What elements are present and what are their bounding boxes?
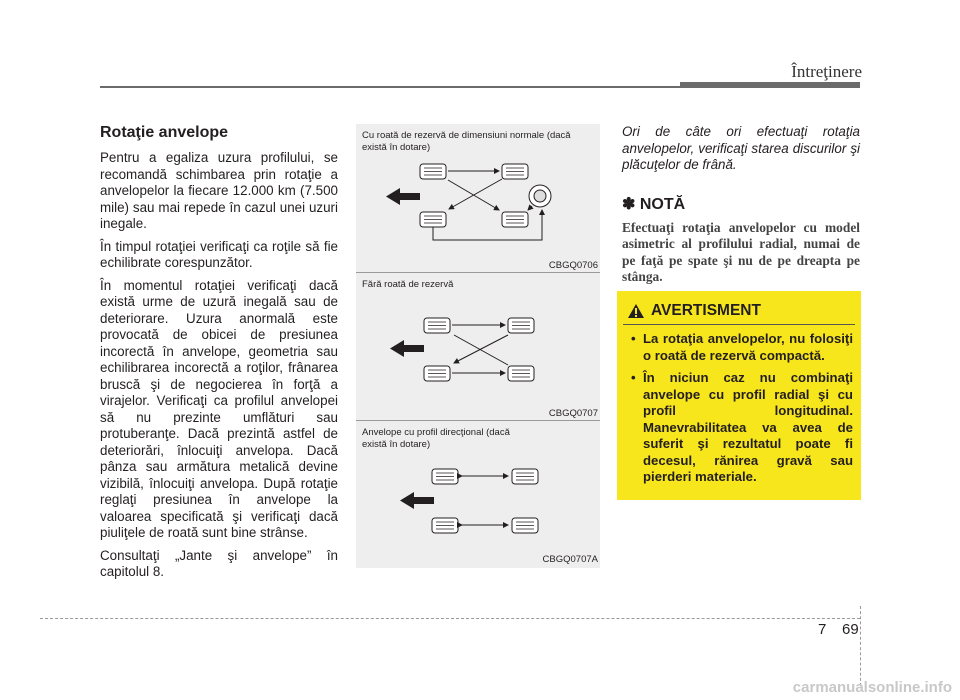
arrow-forward-icon (400, 492, 434, 509)
tire-icon (508, 318, 534, 333)
figure-caption: Anvelope cu profil direcţional (dacă există în dotare) (362, 427, 510, 450)
arrow-forward-icon (386, 188, 420, 205)
watermark: carmanualsonline.info (792, 679, 952, 696)
page-number: 69 (842, 621, 859, 638)
right-column (622, 124, 860, 286)
tire-icon (508, 366, 534, 381)
tire-icon (502, 212, 528, 227)
spare-tire-icon (529, 185, 551, 207)
rotation-diagram-without-spare (356, 273, 600, 419)
header-title: Întreţinere (791, 62, 862, 81)
figure-code: CBGQ0707A (542, 554, 598, 565)
figure-with-spare (356, 124, 600, 270)
note-symbol-icon: ✽ (622, 195, 636, 213)
paragraph: În timpul rotaţiei verificaţi ca roţile să fie echilibrate corespunzător. (100, 238, 338, 270)
warning-title: AVERTISMENT (651, 302, 761, 319)
warning-box (617, 291, 861, 500)
tire-icon (432, 518, 458, 533)
tire-icon (432, 469, 458, 484)
tire-icon (424, 318, 450, 333)
tire-rotation-figures (356, 124, 600, 568)
footer-rule (40, 618, 860, 619)
paragraph: Consultaţi „Jante şi anvelope” în capitolul 8. (100, 547, 338, 579)
note-text: Efectuaţi rotaţia anvelopelor cu model asimetric al profilului radial, numai de pe faţă pe spate şi nu de pe dreapta pe stânga. (622, 219, 860, 284)
intro-paragraph: Ori de câte ori efectuaţi rotaţia anvelopelor, verificaţi starea discurilor şi plăcuţelor de frână. (622, 124, 860, 172)
warning-item: • În niciun caz nu combinaţi anvelope cu profil radial şi cu profil longitudinal. Manevrabilitatea va avea de suferit şi rezultatul poate fi decesul, rănirea gravă sau pierderi materiale. (627, 370, 853, 486)
warning-item: • La rotaţia anvelopelor, nu folosiţi o roată de rezervă compactă. (627, 331, 853, 364)
note-heading (622, 194, 860, 214)
chapter-number: 7 (818, 621, 827, 638)
warning-header (627, 300, 761, 322)
warning-list (627, 325, 853, 486)
tire-icon (420, 164, 446, 179)
warning-triangle-icon (627, 303, 645, 319)
header-bar (680, 82, 860, 88)
figure-code: CBGQ0706 (548, 260, 598, 271)
figure-caption: Fără roată de rezervă (362, 279, 454, 290)
figure-caption: Cu roată de rezervă de dimensiuni normale (dacă există în dotare) (362, 130, 571, 153)
tire-icon (512, 518, 538, 533)
arrow-forward-icon (390, 340, 424, 357)
paragraph: În momentul rotaţiei verificaţi dacă există urme de uzură inegală sau de deteriorare. Uzura anormală este provocată de obicei de presiunea incorectă în anvelope, geometria sau echilibrarea incorectă a roţilor, frânarea bruscă şi de negocierea în forţă a virajelor. Verificaţi ca profilul anvelopei să nu prezinte umflături sau protuberanţe. Dacă prezintă astfel de deteriorări, înlocuiţi anvelopa. Dacă pânza sau armătura metalică devine vizibilă, înlocuiţi anvelopa. După rotaţie reglaţi presiunea în anvelope la valoarea specificată şi verificaţi dacă piuliţele de roată sunt bine strânse. (100, 277, 338, 540)
tire-icon (512, 469, 538, 484)
note-title: NOTĂ (639, 195, 686, 213)
left-column (100, 124, 338, 587)
section-heading: Rotaţie anvelope (100, 124, 229, 141)
figure-code: CBGQ0707 (548, 408, 598, 419)
tire-icon (502, 164, 528, 179)
footer-divider (860, 606, 861, 686)
paragraph: Pentru a egaliza uzura profilului, se recomandă schimbarea prin rotaţie a anvelopelor la fiecare 12.000 km (7.500 mile) sau mai repede în cazul unei uzuri inegale. (100, 150, 338, 231)
tire-icon (424, 366, 450, 381)
tire-icon (420, 212, 446, 227)
figure-directional (356, 421, 600, 568)
figure-without-spare (356, 273, 600, 419)
